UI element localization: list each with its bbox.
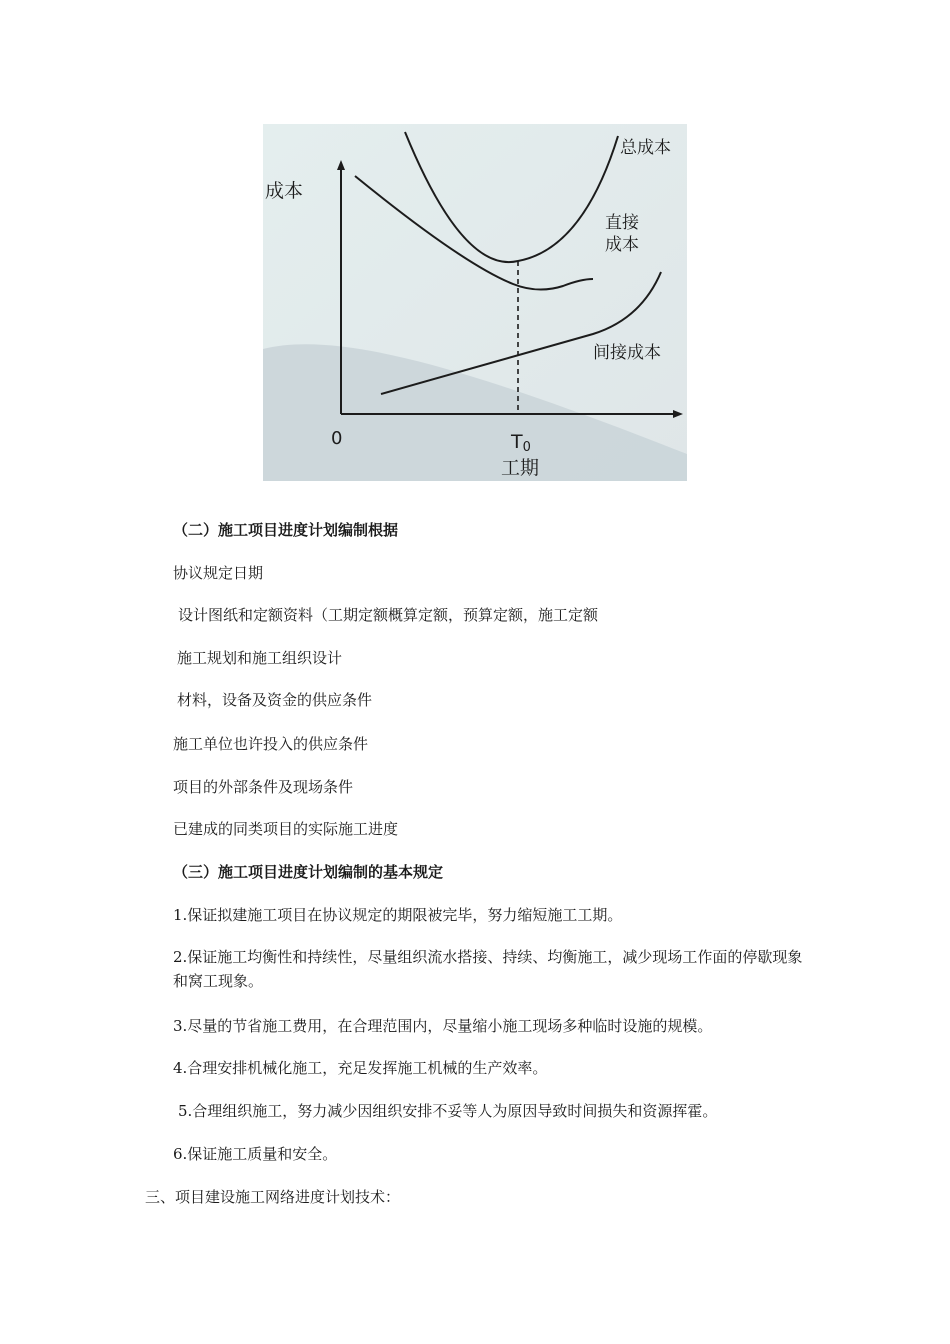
x-axis-label: 工期 — [501, 457, 540, 479]
section2-heading: （二）施工项目进度计划编制根据 — [173, 521, 399, 539]
section2-item-4: 材料，设备及资金的供应条件 — [177, 691, 373, 709]
section2-item-1: 协议规定日期 — [173, 564, 264, 582]
section3-item-5: 5.合理组织施工，努力减少因组织安排不妥等人为原因导致时间损失和资源挥霍。 — [178, 1102, 718, 1120]
section3-item-1: 1.保证拟建施工项目在协议规定的期限被完毕，努力缩短施工工期。 — [173, 906, 623, 924]
section3-item-6: 6.保证施工质量和安全。 — [173, 1145, 338, 1163]
indirect-cost-label: 间接成本 — [593, 343, 661, 363]
section2-item-5: 施工单位也许投入的供应条件 — [173, 735, 369, 753]
origin-label: 0 — [331, 428, 343, 449]
section2-item-7: 已建成的同类项目的实际施工进度 — [173, 820, 399, 838]
cost-duration-figure — [263, 124, 687, 481]
section3-item-2: 2.保证施工均衡性和持续性，尽量组织流水搭接、持续、均衡施工，减少现场工作面的停歇现象和窝工现象。 — [173, 948, 803, 990]
main-section-heading: 三、项目建设施工网络进度计划技术： — [145, 1188, 401, 1206]
t0-subscript: 0 — [522, 440, 531, 455]
section3-heading: （三）施工项目进度计划编制的基本规定 — [173, 863, 444, 881]
y-axis-label: 成本 — [265, 180, 304, 202]
section3-item-4: 4.合理安排机械化施工，充足发挥施工机械的生产效率。 — [173, 1059, 548, 1077]
total-cost-label: 总成本 — [620, 138, 671, 158]
cost-duration-diagram — [263, 124, 687, 481]
section2-item-3: 施工规划和施工组织设计 — [177, 649, 343, 667]
section2-item-6: 项目的外部条件及现场条件 — [173, 778, 354, 796]
t0-main: T — [511, 431, 523, 453]
section2-item-2: 设计图纸和定额资料（工期定额概算定额，预算定额，施工定额 — [178, 606, 599, 624]
section3-item-3: 3.尽量的节省施工费用，在合理范围内，尽量缩小施工现场多种临时设施的规模。 — [173, 1017, 713, 1035]
direct-cost-label-line1: 直接 — [605, 213, 639, 233]
direct-cost-label-line2: 成本 — [605, 235, 639, 255]
